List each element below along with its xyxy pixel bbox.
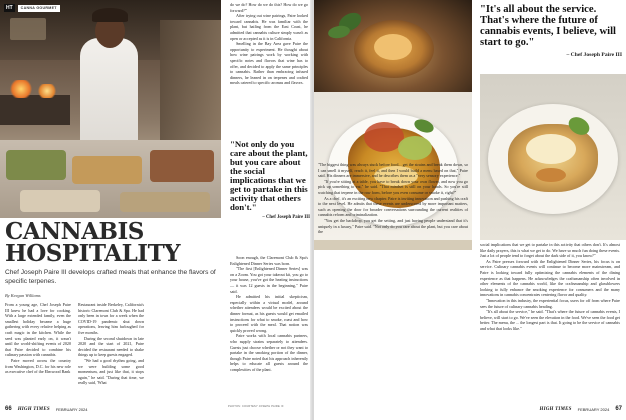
byline: By Keegan Williams	[5, 293, 41, 298]
pull-quote-text: "It's all about the service. That's where the future of cannabis events, I believe, will start to go."	[480, 4, 616, 48]
plated-dish-photo	[314, 0, 472, 92]
left-col-3-bottom	[230, 255, 308, 403]
pull-quote-text: "Not only do you care about the plant, but you care about the social implications that we get to partake in this activity that others don't."	[230, 139, 308, 212]
magazine-logo: HIGH TIMES	[539, 406, 572, 412]
paragraph: "Innovation in this industry, the experiential focus, users for off from where Paire sees the future of culinary cannabis heading.	[480, 297, 620, 309]
paragraph: Paire works with local cannabis partners, who supply strains separately to attendees. Guests just choose whether or not they want to partake in the smoking portion of the dinner, though Paire noted that his approach inherently helps to educate all guests around the complexities of the plant.	[230, 333, 308, 372]
kicker: CANNA GOURMET	[18, 5, 60, 12]
paragraph: "The first [Enlightened Dinner Series] was on a Zoom. You got your takeout kit, you go to your house, you've got the heating instructions — it was 12 guests in the beginning," Paire said.	[230, 266, 308, 294]
left-col-1	[5, 302, 71, 402]
paragraph: From a young age, Chef Joseph Paire III knew he had a love for cooking. With a large extended family, even the smallest holiday became a huge gathering with every relative helping as craft magic in the kitchen. While the seed was planted early on, it wasn't until the world-shifting events of 2020 that Paire decided to combine his culinary passion with cannabis.	[5, 302, 71, 358]
right-footer	[514, 404, 622, 414]
pull-quote-attribution: – Chef Joseph Paire III	[566, 52, 622, 58]
paragraph: As Paire presses forward with the Enlightened Dinner Series, his focus is on service. Culinary cannabis events will continue to become more mainstream, and Paire is looking toward fully optimizing the cannabis elements of the dining experience as that happens. He acknowledges the craftsmanship often involved in other elements of the cannabis world, like the craftsmanship and glassblowers looking to fully enhance the smoking experience for consumers and the many innovations in cannabis concentrates centering flavor and quality.	[480, 258, 620, 298]
paragraph: Restaurant inside Berkeley, California's historic Claremont Club & Spa. He had only been in town for a week when the COVID-19 pandemic shut down operations, leaving him furloughed for five months.	[78, 302, 144, 335]
paragraph: "It's all about the service," he said. "That's where the future of cannabis events, I believe, will start to go. We've seen the elevation in the food. We've seen the food get better. The menu, the ... the longest part is that. It going to be the service of cannabis and what that looks like."	[480, 309, 620, 331]
photo-credit: PHOTOS: COURTESY JOSEPH PAIRE III	[228, 405, 284, 408]
paragraph: As a chef, it's an exciting new chapter. Paire is inviting innovation and pushing his craft to the next level. He admits that these events are underscored by more important matters, such as opening the door for broader conversations surrounding the current realities of cannabis reform and criminalization.	[318, 195, 468, 218]
paragraph: He admitted his initial skepticism, especially within a virtual model, around whether attendees would be excited about the dinner format, as his guests would get emailed instructions for what to smoke, roast and how to proceed with the meal. That notion was quickly proved wrong.	[230, 294, 308, 333]
title-line-1: CANNABIS	[5, 218, 144, 245]
paragraph: During the second shutdown in late 2020 and the start of 2021, Paire decided the restaurant needed to shake things up to keep guests engaged.	[78, 335, 144, 358]
paragraph: Soon enough, the Claremont Club & Spa's Enlightened Dinner Series was born.	[230, 255, 308, 266]
right-page	[314, 0, 626, 420]
paragraph: do we do? How do we do this? How do we go forward?'"	[230, 2, 308, 13]
section-badge	[4, 4, 60, 12]
magazine-logo: HIGH TIMES	[17, 406, 50, 412]
left-col-2	[78, 302, 144, 402]
paragraph: Smelling in the Bay Area gave Paire the opportunity to experiment. He thought about how wine pairings work by working with specific notes and flavors that wine has to offer, and decided to apply the same principles to cannabis. Rather than embracing infused dinners, he leaned in on terpenes and crafted meals catered to specific aromas and flavors.	[230, 41, 308, 86]
paragraph: "You get the backdrop, you get the setting, and just having people understand that it's uniquely in a luxury," Paire said. "Not only do you care about the plant, but you care about the	[318, 217, 468, 235]
pull-quote-2	[480, 4, 622, 58]
issue-date: FEBRUARY 2024	[577, 406, 610, 412]
title-line-2: HOSPITALITY	[5, 240, 181, 267]
dessert-photo	[480, 74, 626, 240]
paragraph: "We had a good rhythm going, and we were building some good momentum, and just like that, it stops again," he said. "During that time, we really said, 'What	[78, 357, 144, 386]
paragraph: "The biggest thing was always stuck before food... get the strains and break them down, so I can smell it myself, reach it, feel it, and then I would build a menu based on that," Paire said. His dinners are immersive, and he describes them as a "very sensory experience."	[318, 162, 468, 179]
page-number: 66	[5, 406, 12, 412]
pull-quote-attribution: – Chef Joseph Paire III	[262, 215, 310, 220]
paragraph: social implications that we get to partake in this activity that others don't. It's almost like daily prayers, this is what we get to do. We have so much fun doing these events. Just a lot of people tend to forget about the dark side of it, you know?"	[480, 242, 620, 259]
left-page	[0, 0, 312, 420]
issue-date: FEBRUARY 2024	[55, 406, 88, 412]
pull-quote-1	[230, 140, 310, 220]
chef-kitchen-photo	[0, 0, 221, 218]
right-col-2	[480, 242, 620, 388]
paragraph: "If you're sitting at a table, you have to break down your own flower, and now you go pick up something to eat," he said. "That mindset is still on your hands. So you're still watching that terpene in the raw form, before you even consume or smoke it, right?"	[318, 178, 468, 195]
left-col-3-top	[230, 2, 308, 128]
paragraph: Paire moved across the country from Washington, D.C. for his new role as executive chef of the Elmwood Bank	[5, 357, 71, 375]
article-deck: Chef Joseph Paire III develops crafted meals that enhance the flavors of specific terpenes.	[5, 269, 216, 285]
page-number: 67	[615, 406, 622, 412]
section-badge-mark: HT	[6, 5, 13, 11]
article-title	[5, 218, 215, 267]
paragraph: After trying out wine pairings, Paire looked toward cannabis. He was familiar with the plant, but hailing from the East Coast, he admitted that cannabis culture simply wasn't as open or accepted as it is in California.	[230, 13, 308, 41]
right-col-1	[318, 162, 468, 242]
